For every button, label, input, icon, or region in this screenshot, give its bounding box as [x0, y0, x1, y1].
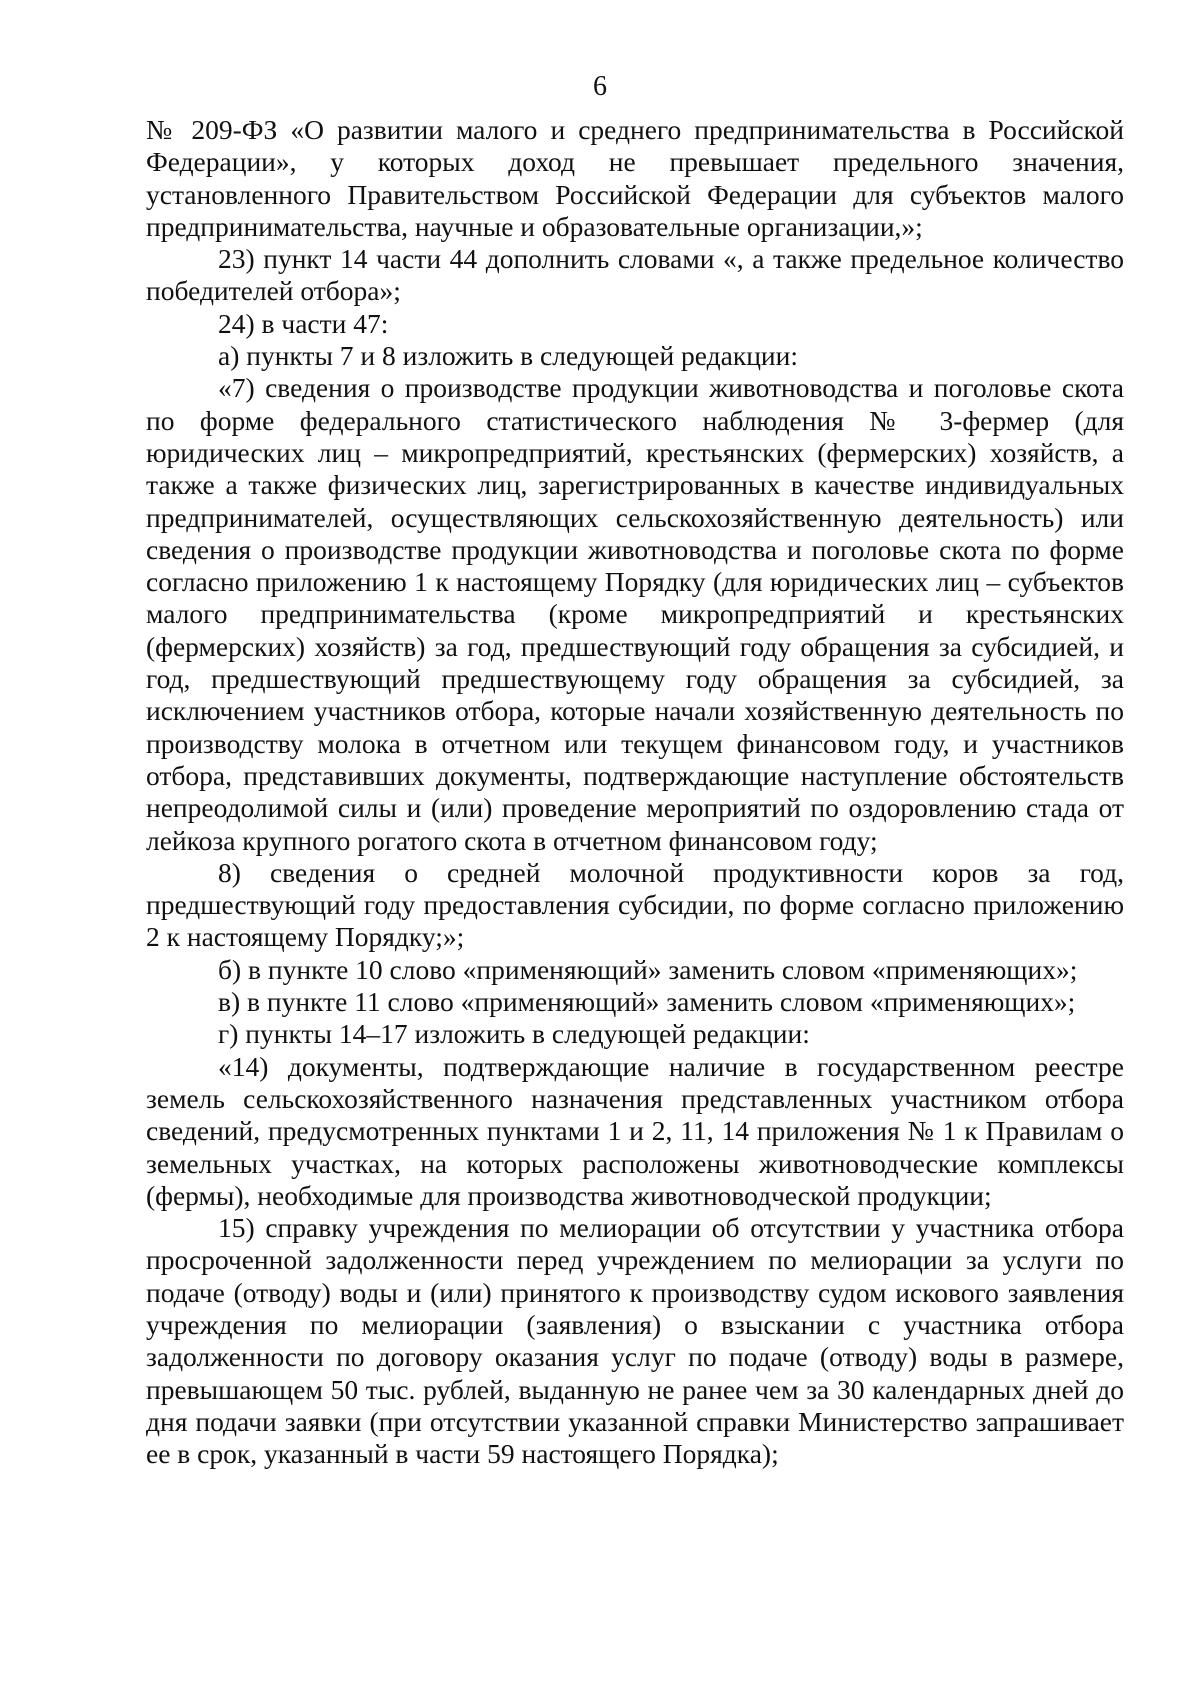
paragraph-subitem-b: б) в пункте 10 слово «применяющий» заменить словом «применяющих»; [218, 953, 1078, 985]
paragraph-point-14: «14) документы, подтверждающие наличие в государственном реестре земель сельскохозяйственного назначения представленных участником отбора сведений, предусмотренных пунктами 1 и 2, 11, 14 приложения № 1 к Правилам о земельных участках, на которых расположены животноводческие комплексы (фермы), необходимые для производства животноводческой продукции; [146, 1050, 1124, 1211]
paragraph-item-23: 23) пункт 14 части 44 дополнить словами «, а также предельное количество победителей отбора»; [146, 243, 1124, 307]
paragraph-subitem-g: г) пункты 14–17 изложить в следующей редакции: [218, 1018, 810, 1050]
page-number: 6 [593, 71, 607, 102]
paragraph-subitem-v: в) в пункте 11 слово «применяющий» заменить словом «применяющих»; [218, 986, 1076, 1018]
document-body [146, 114, 1124, 1470]
paragraph-point-8: 8) сведения о средней молочной продуктивности коров за год, предшествующий году предоставления субсидии, по форме согласно приложению 2 к настоящему Порядку;»; [146, 856, 1124, 953]
paragraph-point-7: «7) сведения о производстве продукции животноводства и поголовье скота по форме федерального статистического наблюдения № 3-фермер (для юридических лиц – микропредприятий, крестьянских (фермерских) хозяйств, а также а также физических лиц, зарегистрированных в качестве индивидуальных предпринимателей, осуществляющих сельскохозяйственную деятельность) или сведения о производстве продукции животноводства и поголовье скота по форме согласно приложению 1 к настоящему Порядку (для юридических лиц – субъектов малого предпринимательства (кроме микропредприятий и крестьянских (фермерских) хозяйств) за год, предшествующий году обращения за субсидией, и год, предшествующий предшествующему году обращения за субсидией, за исключением участников отбора, которые начали хозяйственную деятельность по производству молока в отчетном или текущем финансовом году, и участников отбора, представивших документы, подтверждающие наступление обстоятельств непреодолимой силы и (или) проведение мероприятий по оздоровлению стада от лейкоза крупного рогатого скота в отчетном финансовом году; [146, 372, 1124, 856]
paragraph-law-reference: № 209-ФЗ «О развитии малого и среднего предпринимательства в Российской Федерации», у которых доход не превышает предельного значения, установленного Правительством Российской Федерации для субъектов малого предпринимательства, научные и образовательные организации,»; [146, 114, 1124, 242]
paragraph-subitem-a: а) пункты 7 и 8 изложить в следующей редакции: [218, 340, 798, 372]
paragraph-point-15: 15) справку учреждения по мелиорации об отсутствии у участника отбора просроченной задолженности перед учреждением по мелиорации за услуги по подаче (отводу) воды и (или) принятого к производству судом искового заявления учреждения по мелиорации (заявления) о взыскании с участника отбора задолженности по договору оказания услуг по подаче (отводу) воды в размере, превышающем 50 тыс. рублей, выданную не ранее чем за 30 календарных дней до дня подачи заявки (при отсутствии указанной справки Министерство запрашивает ее в срок, указанный в части 59 настоящего Порядка); [146, 1212, 1124, 1470]
paragraph-item-24: 24) в части 47: [218, 307, 389, 339]
